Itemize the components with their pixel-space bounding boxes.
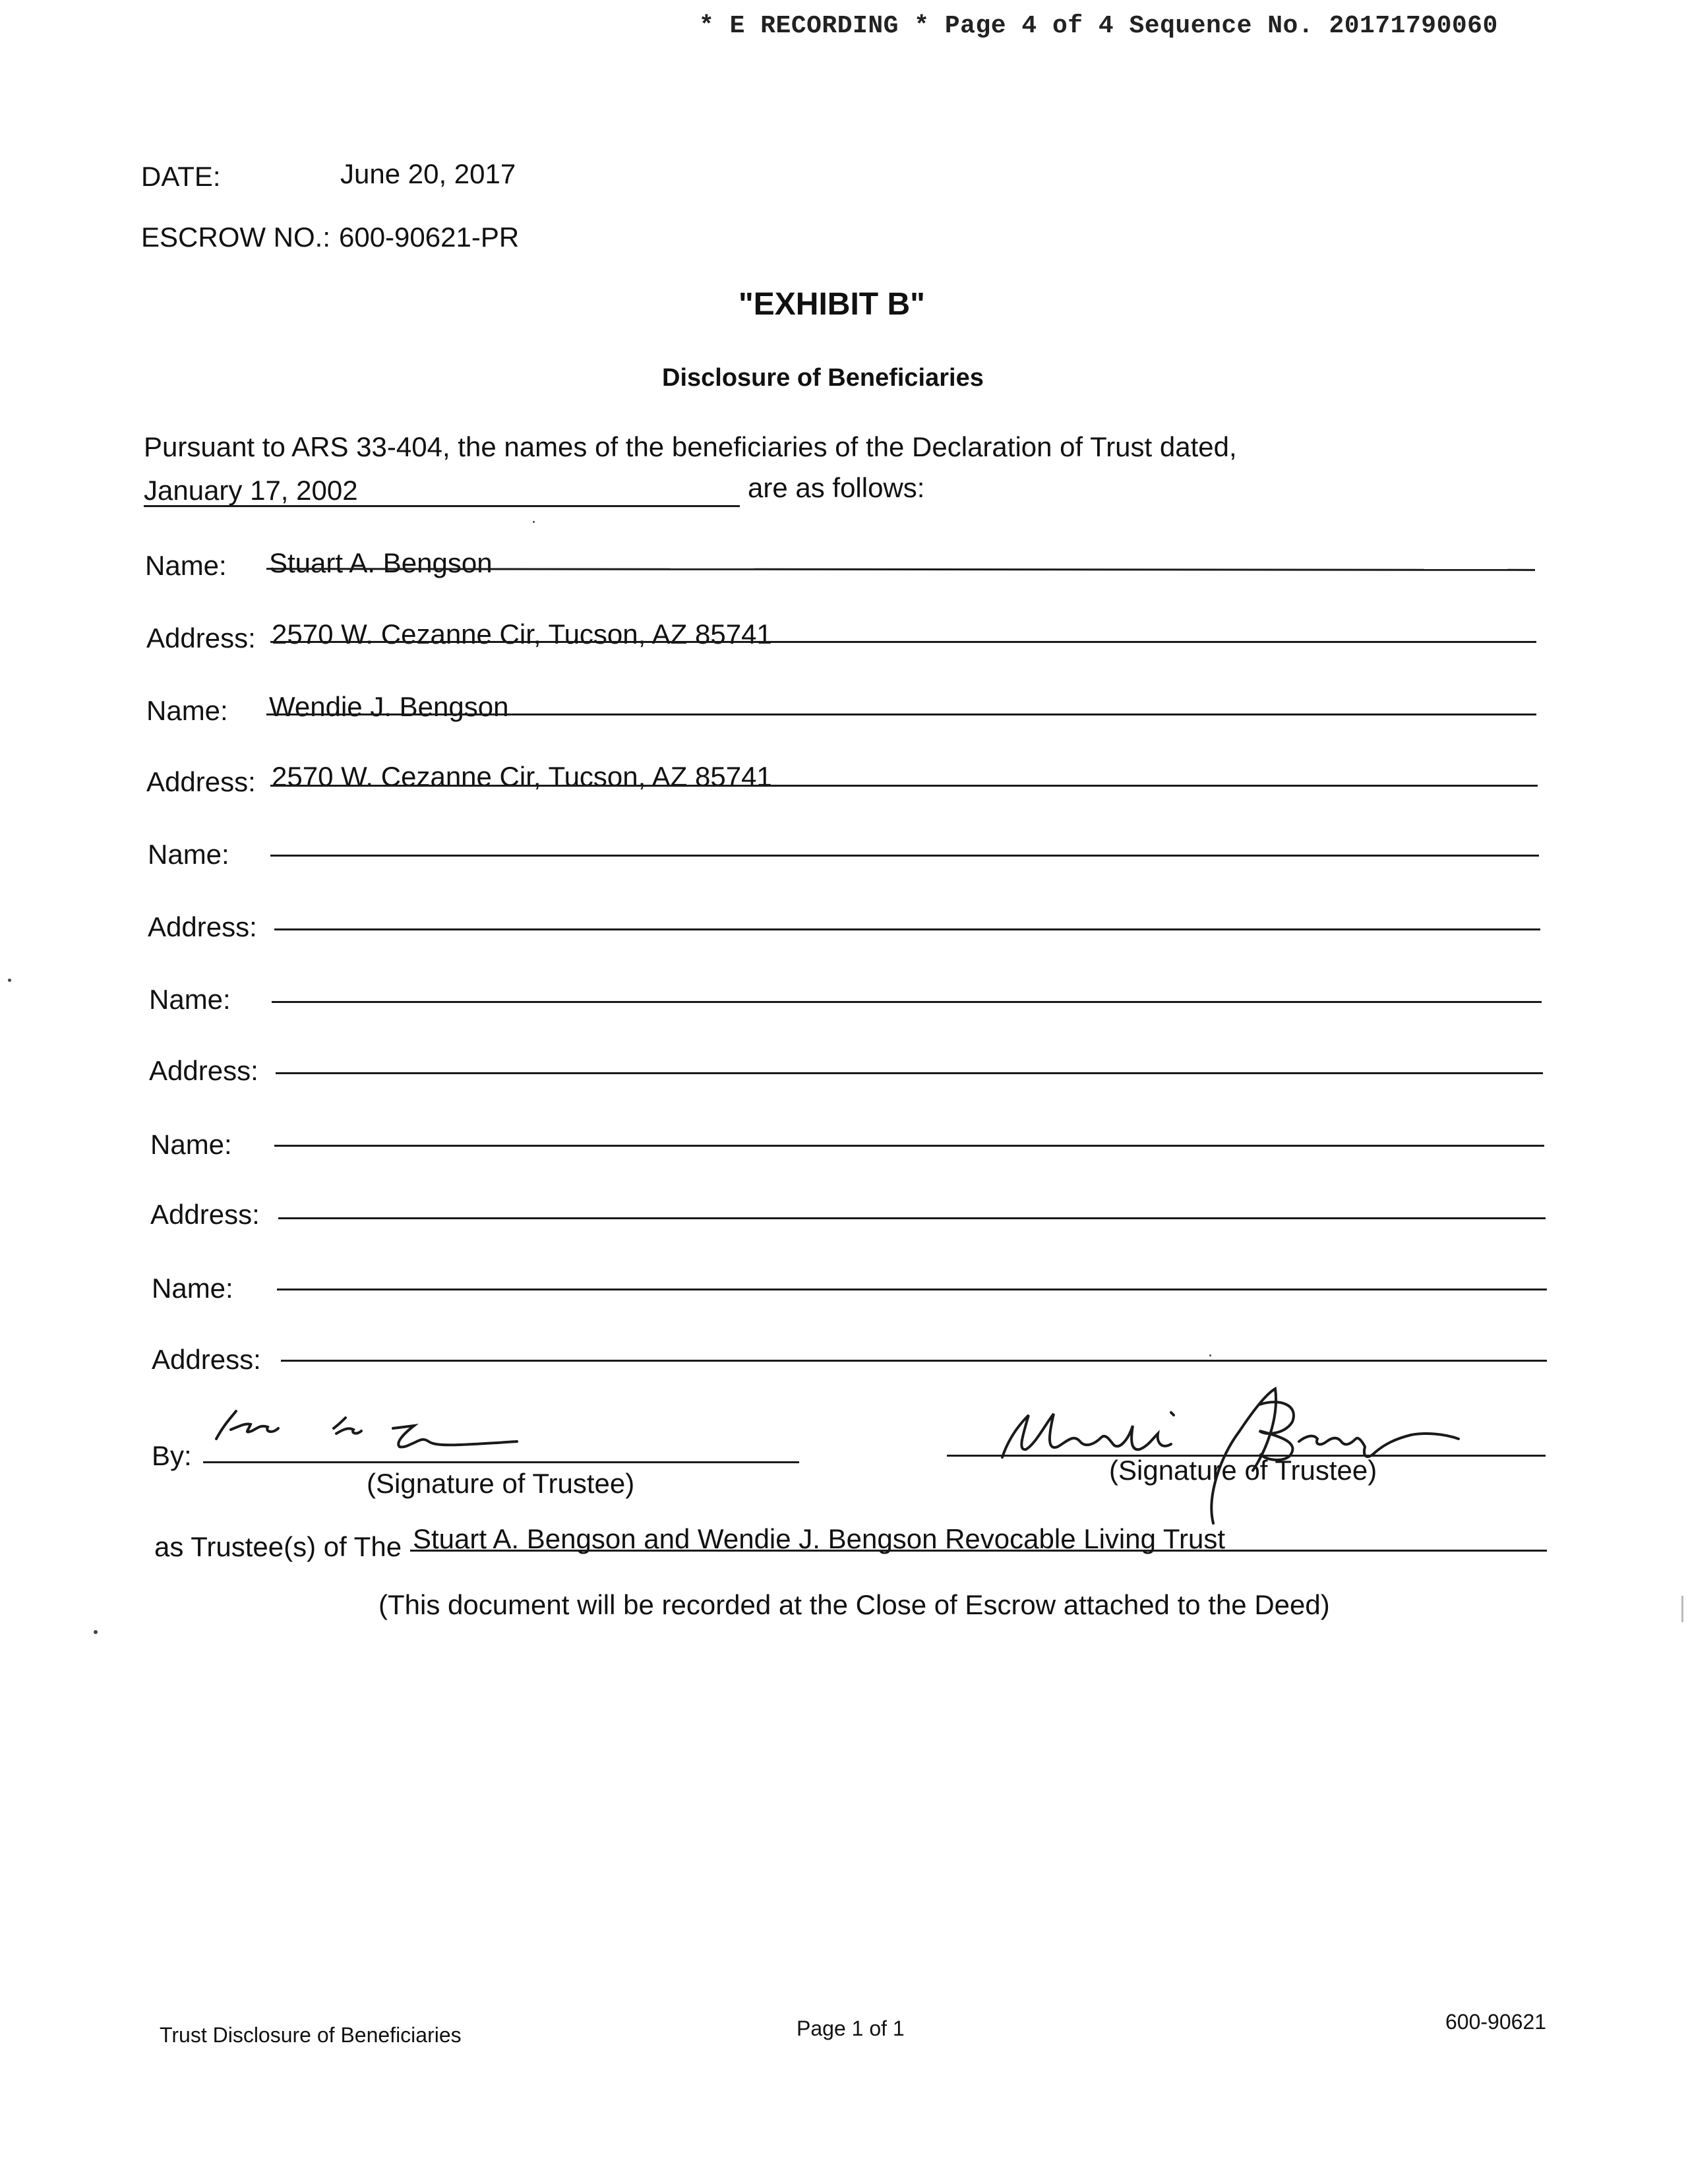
scan-edge-mark: [1681, 1596, 1683, 1622]
beneficiary-name-line: [277, 1289, 1547, 1290]
beneficiary-address-label: Address:: [146, 622, 256, 653]
beneficiary-name-label: Name:: [152, 1273, 233, 1304]
footer-page-number: Page 1 of 1: [797, 2017, 905, 2040]
recording-header: * E RECORDING * Page 4 of 4 Sequence No. 20171790060: [699, 12, 1498, 40]
scan-speck: [1209, 1354, 1211, 1356]
beneficiary-name-line: [274, 1145, 1544, 1147]
right-signature-caption: (Signature of Trustee): [1109, 1455, 1377, 1486]
beneficiary-address-label: Address:: [152, 1344, 261, 1375]
escrow-number: 600-90621-PR: [339, 222, 520, 253]
beneficiary-name-label: Name:: [145, 550, 227, 581]
beneficiary-address-line: [278, 1217, 1546, 1219]
beneficiary-name: Wendie J. Bengson: [269, 691, 509, 722]
trust-date: January 17, 2002: [144, 475, 358, 506]
scan-speck: [94, 1630, 98, 1634]
beneficiary-address: 2570 W. Cezanne Cir, Tucson, AZ 85741: [272, 619, 772, 650]
intro-suffix: are as follows:: [748, 472, 925, 503]
intro-text: Pursuant to ARS 33-404, the names of the beneficiaries of the Declaration of Trust dated,: [144, 431, 1237, 462]
date-label: DATE:: [141, 161, 221, 192]
by-label: By:: [152, 1440, 192, 1471]
trustee-signature-2: [989, 1378, 1464, 1530]
trustee-signature-1: [204, 1391, 534, 1464]
beneficiary-name-label: Name:: [149, 984, 231, 1015]
escrow-label: ESCROW NO.:: [141, 222, 331, 253]
beneficiary-address-label: Address:: [148, 911, 257, 942]
exhibit-title: "EXHIBIT B": [738, 287, 925, 322]
recording-note: (This document will be recorded at the Close of Escrow attached to the Deed): [378, 1589, 1330, 1620]
beneficiary-address-line: [274, 928, 1540, 930]
beneficiary-name-line: [270, 855, 1539, 857]
trust-name-line: [410, 1550, 1547, 1552]
beneficiary-address-line: [270, 641, 1536, 643]
beneficiary-address: 2570 W. Cezanne Cir, Tucson, AZ 85741: [272, 761, 772, 792]
beneficiary-name-label: Name:: [150, 1129, 232, 1160]
beneficiary-address-line: [276, 1072, 1543, 1074]
beneficiary-name-label: Name:: [148, 839, 229, 870]
footer-reference-number: 600-90621: [1445, 2010, 1547, 2034]
beneficiary-name: Stuart A. Bengson: [269, 547, 493, 578]
date-value: June 20, 2017: [340, 158, 516, 189]
scan-speck: [8, 979, 11, 982]
trustee-prefix: as Trustee(s) of The: [154, 1531, 402, 1562]
beneficiary-name-label: Name:: [146, 695, 228, 726]
scan-speck: [533, 521, 535, 523]
left-signature-caption: (Signature of Trustee): [367, 1468, 635, 1499]
beneficiary-address-line: [270, 785, 1538, 787]
beneficiary-address-line: [281, 1360, 1547, 1362]
beneficiary-address-label: Address:: [150, 1199, 260, 1230]
beneficiary-address-label: Address:: [146, 766, 256, 797]
footer-document-title: Trust Disclosure of Beneficiaries: [160, 2023, 462, 2047]
document-subtitle: Disclosure of Beneficiaries: [662, 364, 984, 392]
trust-name: Stuart A. Bengson and Wendie J. Bengson Revocable Living Trust: [413, 1523, 1225, 1554]
beneficiary-name-line: [266, 713, 1536, 715]
beneficiary-name-line: [272, 1001, 1542, 1003]
beneficiary-address-label: Address:: [149, 1055, 258, 1086]
trust-date-line: [144, 505, 740, 507]
